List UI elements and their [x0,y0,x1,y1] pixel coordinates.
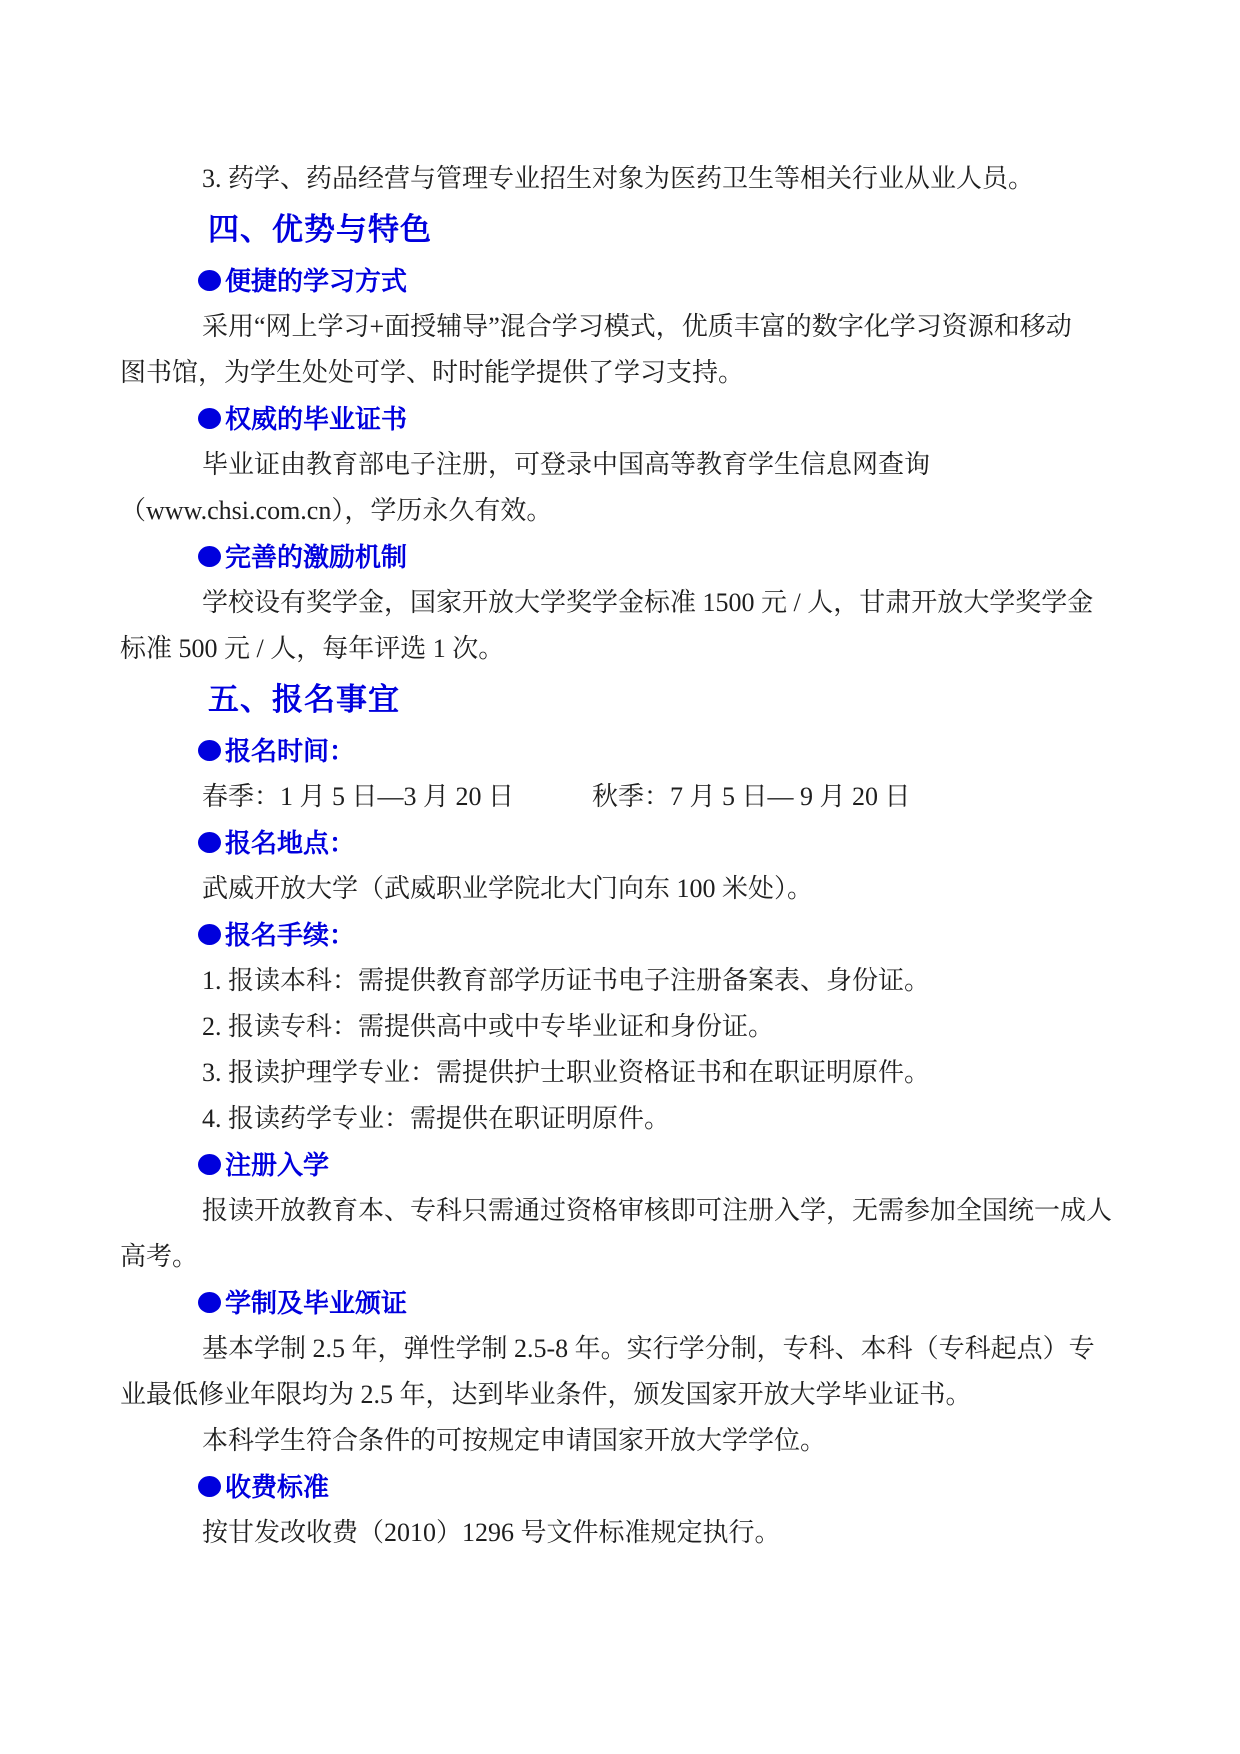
paragraph-line: 高考。 [120,1242,199,1271]
paragraph-line: 基本学制 2.5 年，弹性学制 2.5-8 年。实行学分制，专科、本科（专科起点）专 [202,1334,1095,1363]
paragraph-line: 3. 报读护理学专业：需提供护士职业资格证书和在职证明原件。 [202,1058,931,1087]
paragraph-line: 1. 报读本科：需提供教育部学历证书电子注册备案表、身份证。 [202,966,931,995]
paragraph-line: 3. 药学、药品经营与管理专业招生对象为医药卫生等相关行业从业人员。 [202,164,1035,193]
subsection-bullet-heading [198,1464,1122,1510]
paragraph-line: 业最低修业年限均为 2.5 年，达到毕业条件，颁发国家开放大学毕业证书。 [120,1380,972,1409]
paragraph-line: （www.chsi.com.cn），学历永久有效。 [120,496,553,525]
bullet-icon [198,740,221,761]
paragraph-line: 春季：1 月 5 日—3 月 20 日 秋季：7 月 5 日— 9 月 20 日 [202,782,911,811]
section-heading: 四、优势与特色 [208,212,432,247]
bullet-heading-label: 报名地点： [225,828,356,858]
section-heading: 五、报名事宜 [208,682,400,717]
bullet-heading-label: 完善的激励机制 [225,542,408,572]
paragraph-line: 2. 报读专科：需提供高中或中专毕业证和身份证。 [202,1012,775,1041]
paragraph-line: 报读开放教育本、专科只需通过资格审核即可注册入学，无需参加全国统一成人 [202,1196,1113,1225]
subsection-bullet-heading [198,534,1122,580]
subsection-bullet-heading [198,820,1122,866]
bullet-heading-label: 学制及毕业颁证 [225,1288,408,1318]
bullet-icon [198,1476,221,1497]
subsection-bullet-heading [198,1142,1122,1188]
paragraph-line: 图书馆，为学生处处可学、时时能学提供了学习支持。 [120,358,745,387]
subsection-bullet-heading [198,396,1122,442]
paragraph-line: 本科学生符合条件的可按规定申请国家开放大学学位。 [202,1426,827,1455]
bullet-heading-label: 便捷的学习方式 [225,266,408,296]
subsection-bullet-heading [198,728,1122,774]
bullet-icon [198,924,221,945]
paragraph-line: 学校设有奖学金，国家开放大学奖学金标准 1500 元 / 人，甘肃开放大学奖学金 [202,588,1094,617]
bullet-icon [198,546,221,567]
bullet-heading-label: 注册入学 [225,1150,330,1180]
paragraph-line: 4. 报读药学专业：需提供在职证明原件。 [202,1104,671,1133]
subsection-bullet-heading [198,258,1122,304]
paragraph-line: 标准 500 元 / 人，每年评选 1 次。 [120,634,505,663]
bullet-heading-label: 报名时间： [225,736,356,766]
subsection-bullet-heading [198,912,1122,958]
bullet-heading-label: 收费标准 [225,1472,330,1502]
paragraph-line: 毕业证由教育部电子注册，可登录中国高等教育学生信息网查询 [202,450,931,479]
paragraph-line: 武威开放大学（武威职业学院北大门向东 100 米处）。 [202,874,814,903]
paragraph-line: 采用“网上学习+面授辅导”混合学习模式，优质丰富的数字化学习资源和移动 [202,312,1072,341]
bullet-icon [198,408,221,429]
bullet-icon [198,1292,221,1313]
bullet-icon [198,1154,221,1175]
bullet-heading-label: 报名手续： [225,920,356,950]
bullet-icon [198,832,221,853]
paragraph-line: 按甘发改收费（2010）1296 号文件标准规定执行。 [202,1518,781,1547]
subsection-bullet-heading [198,1280,1122,1326]
bullet-icon [198,270,221,291]
bullet-heading-label: 权威的毕业证书 [225,404,408,434]
